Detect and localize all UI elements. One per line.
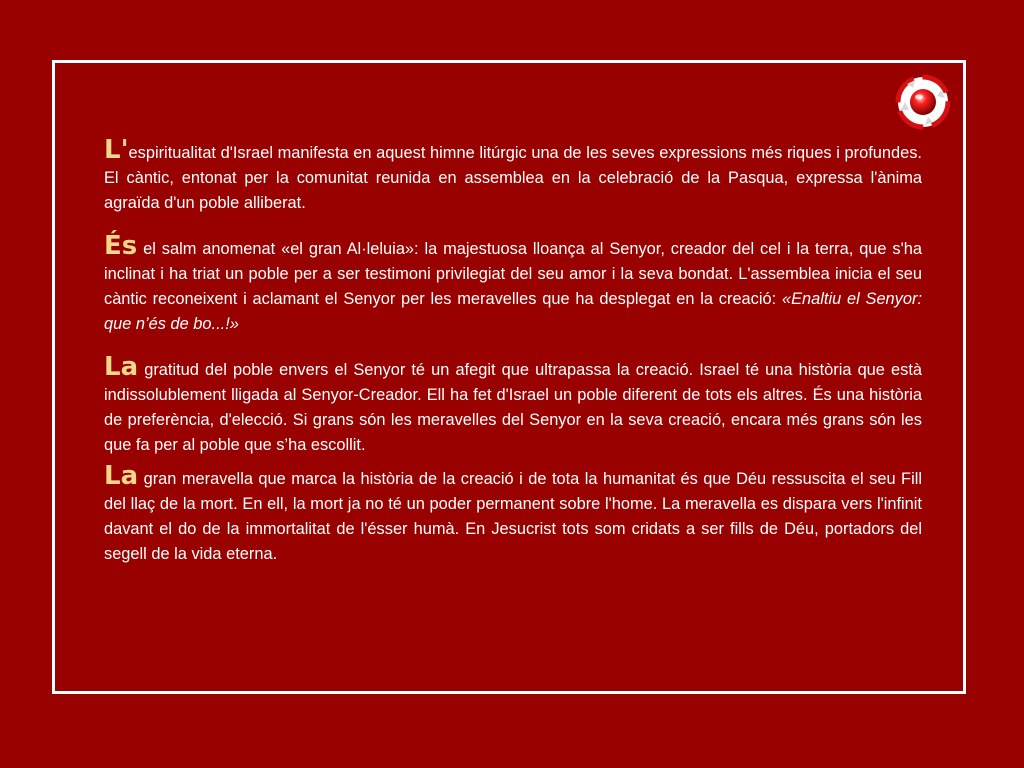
paragraph-3-text: gratitud del poble envers el Senyor té un afegit que ultrapassa la creació. Israel té una història que està indissolublement lligada al Senyor-Creador. Ell ha fet d'Israel un poble diferent de tots els altres. És una història de preferència, d'elecció. Si grans són les meravelles del Senyor en la seva creació, encara més grans són les que fa per al poble que s’ha escollit.: [104, 361, 922, 454]
paragraph-1-initial: L': [104, 135, 129, 165]
paragraph-3-initial: La: [104, 352, 139, 382]
paragraph-3: [104, 352, 922, 458]
paragraph-2-initial: És: [104, 231, 138, 261]
red-ball-refresh-icon: [893, 72, 953, 132]
paragraph-2-quote: «Enaltiu el Senyor: que n’és de bo...!»: [104, 290, 922, 333]
paragraph-4-text: gran meravella que marca la història de la creació i de tota la humanitat és que Déu ressuscita el seu Fill del llaç de la mort. En ell, la mort ja no té un poder permanent sobre l'home. La meravella es dispara vers l'infinit davant el do de la immortalitat de l'ésser humà. En Jesucrist tots som cridats a ser fills de Déu, portadors del segell de la vida eterna.: [104, 470, 922, 563]
text-content: [104, 135, 922, 567]
nav-button[interactable]: [893, 72, 953, 132]
paragraph-2-text: el salm anomenat «el gran Al·leluia»: la majestuosa lloança al Senyor, creador del cel i la terra, que s'ha inclinat i ha triat un poble per a ser testimoni privilegiat del seu amor i la seva bondat. L'assemblea inicia el seu càntic reconeixent i aclamant el Senyor per les meravelles que ha desplegat en la creació:: [104, 240, 922, 308]
paragraph-4-initial: La: [104, 461, 139, 491]
paragraph-1-text: espiritualitat d'Israel manifesta en aquest himne litúrgic una de les seves expressions més riques i profundes. El càntic, entonat per la comunitat reunida en assemblea en la celebració de la Pasqua, expressa l'ànima agraïda d'un poble alliberat.: [104, 144, 922, 212]
paragraph-2: [104, 231, 922, 337]
paragraph-1: [104, 135, 922, 216]
paragraph-4: [104, 461, 922, 567]
